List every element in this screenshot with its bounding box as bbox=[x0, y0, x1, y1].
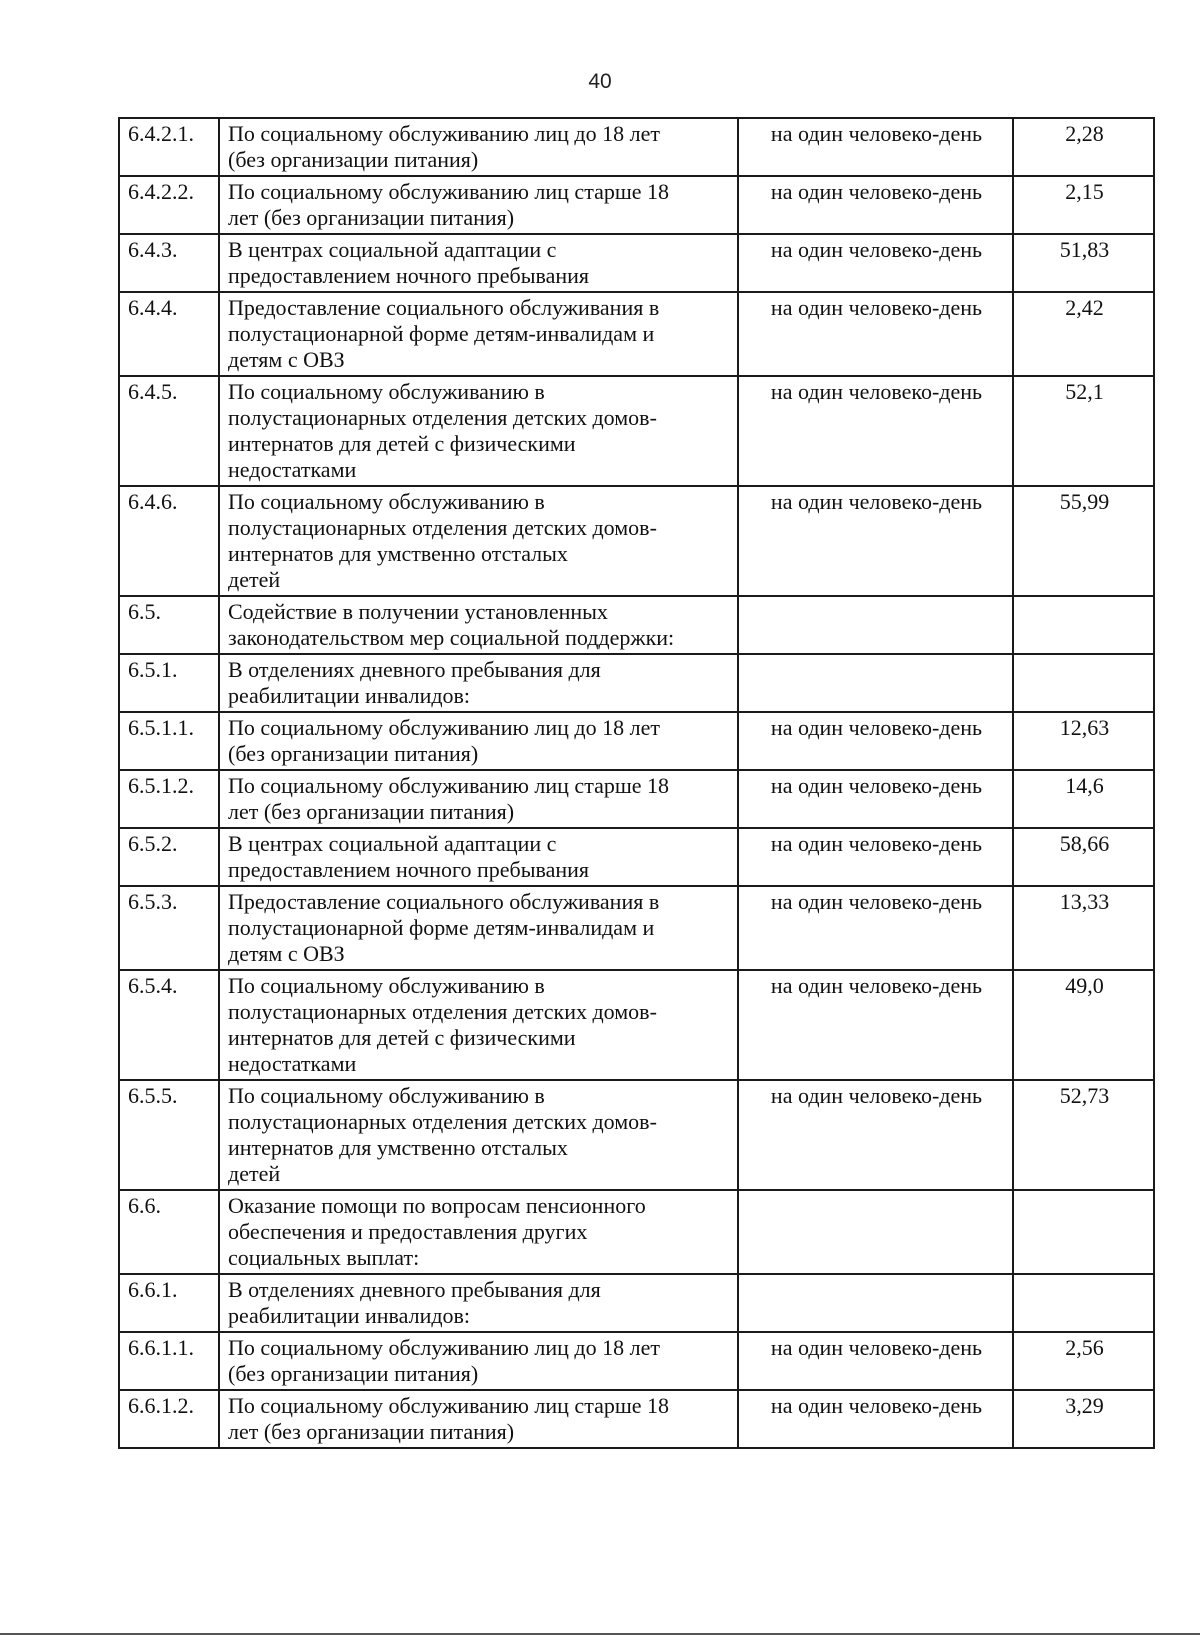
row-number: 6.6.1.1. bbox=[119, 1332, 219, 1390]
row-value: 2,28 bbox=[1013, 118, 1154, 176]
description-line: Оказание помощи по вопросам пенсионного bbox=[228, 1193, 646, 1218]
description-line: По социальному обслуживанию лиц до 18 лет bbox=[228, 715, 660, 740]
row-value bbox=[1013, 596, 1154, 654]
description-line: полустационарной форме детям-инвалидам и bbox=[228, 915, 655, 940]
table-row bbox=[119, 376, 1154, 486]
row-unit: на один человеко-день bbox=[738, 486, 1013, 596]
row-description bbox=[219, 118, 738, 176]
description-line: интернатов для детей с физическими bbox=[228, 1025, 576, 1050]
description-line: В отделениях дневного пребывания для bbox=[228, 657, 601, 682]
description-line: По социальному обслуживанию в bbox=[228, 1083, 545, 1108]
description-line: интернатов для умственно отсталых bbox=[228, 541, 568, 566]
description-line: (без организации питания) bbox=[228, 147, 479, 172]
row-description bbox=[219, 486, 738, 596]
row-unit bbox=[738, 1274, 1013, 1332]
row-unit: на один человеко-день bbox=[738, 176, 1013, 234]
row-unit: на один человеко-день bbox=[738, 1332, 1013, 1390]
description-line: полустационарных отделения детских домов- bbox=[228, 515, 657, 540]
table-row bbox=[119, 486, 1154, 596]
row-value bbox=[1013, 1190, 1154, 1274]
table-row bbox=[119, 712, 1154, 770]
row-number: 6.6. bbox=[119, 1190, 219, 1274]
table-body bbox=[119, 118, 1154, 1448]
table-row bbox=[119, 1332, 1154, 1390]
description-line: обеспечения и предоставления других bbox=[228, 1219, 588, 1244]
row-number: 6.4.2.1. bbox=[119, 118, 219, 176]
description-line: реабилитации инвалидов: bbox=[228, 1303, 471, 1328]
table-row bbox=[119, 1274, 1154, 1332]
row-number: 6.5. bbox=[119, 596, 219, 654]
row-description bbox=[219, 1390, 738, 1448]
row-description bbox=[219, 292, 738, 376]
description-line: законодательством мер социальной поддержки: bbox=[228, 625, 675, 650]
description-line: Предоставление социального обслуживания в bbox=[228, 295, 660, 320]
row-value: 49,0 bbox=[1013, 970, 1154, 1080]
description-line: По социальному обслуживанию лиц старше 18 bbox=[228, 1393, 670, 1418]
description-line: полустационарной форме детям-инвалидам и bbox=[228, 321, 655, 346]
description-line: По социальному обслуживанию в bbox=[228, 489, 545, 514]
row-unit bbox=[738, 1190, 1013, 1274]
row-value: 13,33 bbox=[1013, 886, 1154, 970]
row-number: 6.6.1. bbox=[119, 1274, 219, 1332]
row-description bbox=[219, 886, 738, 970]
row-number: 6.5.5. bbox=[119, 1080, 219, 1190]
description-line: В центрах социальной адаптации с bbox=[228, 237, 557, 262]
row-description bbox=[219, 176, 738, 234]
table-row bbox=[119, 1390, 1154, 1448]
row-unit: на один человеко-день bbox=[738, 118, 1013, 176]
row-value: 58,66 bbox=[1013, 828, 1154, 886]
table-row bbox=[119, 828, 1154, 886]
row-description bbox=[219, 1190, 738, 1274]
table-row bbox=[119, 1080, 1154, 1190]
row-description bbox=[219, 1274, 738, 1332]
table-row bbox=[119, 886, 1154, 970]
description-line: детям с ОВЗ bbox=[228, 347, 345, 372]
row-value: 52,1 bbox=[1013, 376, 1154, 486]
description-line: недостатками bbox=[228, 1051, 357, 1076]
row-unit: на один человеко-день bbox=[738, 1080, 1013, 1190]
description-line: лет (без организации питания) bbox=[228, 205, 515, 230]
table-row bbox=[119, 234, 1154, 292]
description-line: интернатов для умственно отсталых bbox=[228, 1135, 568, 1160]
table-row bbox=[119, 292, 1154, 376]
description-line: детей bbox=[228, 567, 281, 592]
row-unit: на один человеко-день bbox=[738, 828, 1013, 886]
description-line: недостатками bbox=[228, 457, 357, 482]
row-value: 2,15 bbox=[1013, 176, 1154, 234]
row-value: 55,99 bbox=[1013, 486, 1154, 596]
description-line: По социальному обслуживанию в bbox=[228, 379, 545, 404]
row-number: 6.4.6. bbox=[119, 486, 219, 596]
row-value: 2,42 bbox=[1013, 292, 1154, 376]
row-unit: на один человеко-день bbox=[738, 886, 1013, 970]
description-line: лет (без организации питания) bbox=[228, 799, 515, 824]
description-line: По социальному обслуживанию лиц до 18 лет bbox=[228, 1335, 660, 1360]
row-description bbox=[219, 596, 738, 654]
description-line: Содействие в получении установленных bbox=[228, 599, 608, 624]
row-description bbox=[219, 770, 738, 828]
table-row bbox=[119, 176, 1154, 234]
description-line: В центрах социальной адаптации с bbox=[228, 831, 557, 856]
row-value: 51,83 bbox=[1013, 234, 1154, 292]
row-number: 6.5.1.1. bbox=[119, 712, 219, 770]
row-number: 6.5.1. bbox=[119, 654, 219, 712]
row-value bbox=[1013, 1274, 1154, 1332]
description-line: Предоставление социального обслуживания в bbox=[228, 889, 660, 914]
row-description bbox=[219, 654, 738, 712]
tariff-table bbox=[118, 117, 1155, 1449]
description-line: детям с ОВЗ bbox=[228, 941, 345, 966]
row-number: 6.5.1.2. bbox=[119, 770, 219, 828]
table-row bbox=[119, 770, 1154, 828]
row-number: 6.5.2. bbox=[119, 828, 219, 886]
description-line: предоставлением ночного пребывания bbox=[228, 857, 590, 882]
row-number: 6.4.3. bbox=[119, 234, 219, 292]
row-unit: на один человеко-день bbox=[738, 712, 1013, 770]
row-number: 6.4.4. bbox=[119, 292, 219, 376]
description-line: По социальному обслуживанию в bbox=[228, 973, 545, 998]
description-line: предоставлением ночного пребывания bbox=[228, 263, 590, 288]
row-unit: на один человеко-день bbox=[738, 770, 1013, 828]
row-unit: на один человеко-день bbox=[738, 292, 1013, 376]
description-line: лет (без организации питания) bbox=[228, 1419, 515, 1444]
description-line: полустационарных отделения детских домов- bbox=[228, 999, 657, 1024]
row-description bbox=[219, 1080, 738, 1190]
table-row bbox=[119, 654, 1154, 712]
row-description bbox=[219, 376, 738, 486]
row-description bbox=[219, 1332, 738, 1390]
row-value: 52,73 bbox=[1013, 1080, 1154, 1190]
description-line: В отделениях дневного пребывания для bbox=[228, 1277, 601, 1302]
description-line: детей bbox=[228, 1161, 281, 1186]
row-description bbox=[219, 234, 738, 292]
row-description bbox=[219, 970, 738, 1080]
row-value bbox=[1013, 654, 1154, 712]
description-line: реабилитации инвалидов: bbox=[228, 683, 471, 708]
page-number: 40 bbox=[588, 70, 612, 93]
description-line: полустационарных отделения детских домов- bbox=[228, 1109, 657, 1134]
row-unit bbox=[738, 654, 1013, 712]
description-line: (без организации питания) bbox=[228, 1361, 479, 1386]
description-line: По социальному обслуживанию лиц старше 18 bbox=[228, 179, 670, 204]
row-unit: на один человеко-день bbox=[738, 234, 1013, 292]
row-number: 6.5.3. bbox=[119, 886, 219, 970]
row-value: 3,29 bbox=[1013, 1390, 1154, 1448]
scan-edge-line bbox=[0, 1633, 1200, 1635]
description-line: интернатов для детей с физическими bbox=[228, 431, 576, 456]
row-value: 2,56 bbox=[1013, 1332, 1154, 1390]
description-line: По социальному обслуживанию лиц до 18 лет bbox=[228, 121, 660, 146]
row-unit: на один человеко-день bbox=[738, 376, 1013, 486]
row-description bbox=[219, 828, 738, 886]
description-line: полустационарных отделения детских домов- bbox=[228, 405, 657, 430]
row-unit: на один человеко-день bbox=[738, 970, 1013, 1080]
row-unit bbox=[738, 596, 1013, 654]
row-number: 6.4.5. bbox=[119, 376, 219, 486]
row-number: 6.6.1.2. bbox=[119, 1390, 219, 1448]
row-value: 14,6 bbox=[1013, 770, 1154, 828]
row-number: 6.5.4. bbox=[119, 970, 219, 1080]
table-row bbox=[119, 970, 1154, 1080]
row-number: 6.4.2.2. bbox=[119, 176, 219, 234]
table-row bbox=[119, 1190, 1154, 1274]
table-row bbox=[119, 118, 1154, 176]
row-description bbox=[219, 712, 738, 770]
description-line: (без организации питания) bbox=[228, 741, 479, 766]
description-line: социальных выплат: bbox=[228, 1245, 420, 1270]
description-line: По социальному обслуживанию лиц старше 18 bbox=[228, 773, 670, 798]
row-unit: на один человеко-день bbox=[738, 1390, 1013, 1448]
row-value: 12,63 bbox=[1013, 712, 1154, 770]
table-row bbox=[119, 596, 1154, 654]
